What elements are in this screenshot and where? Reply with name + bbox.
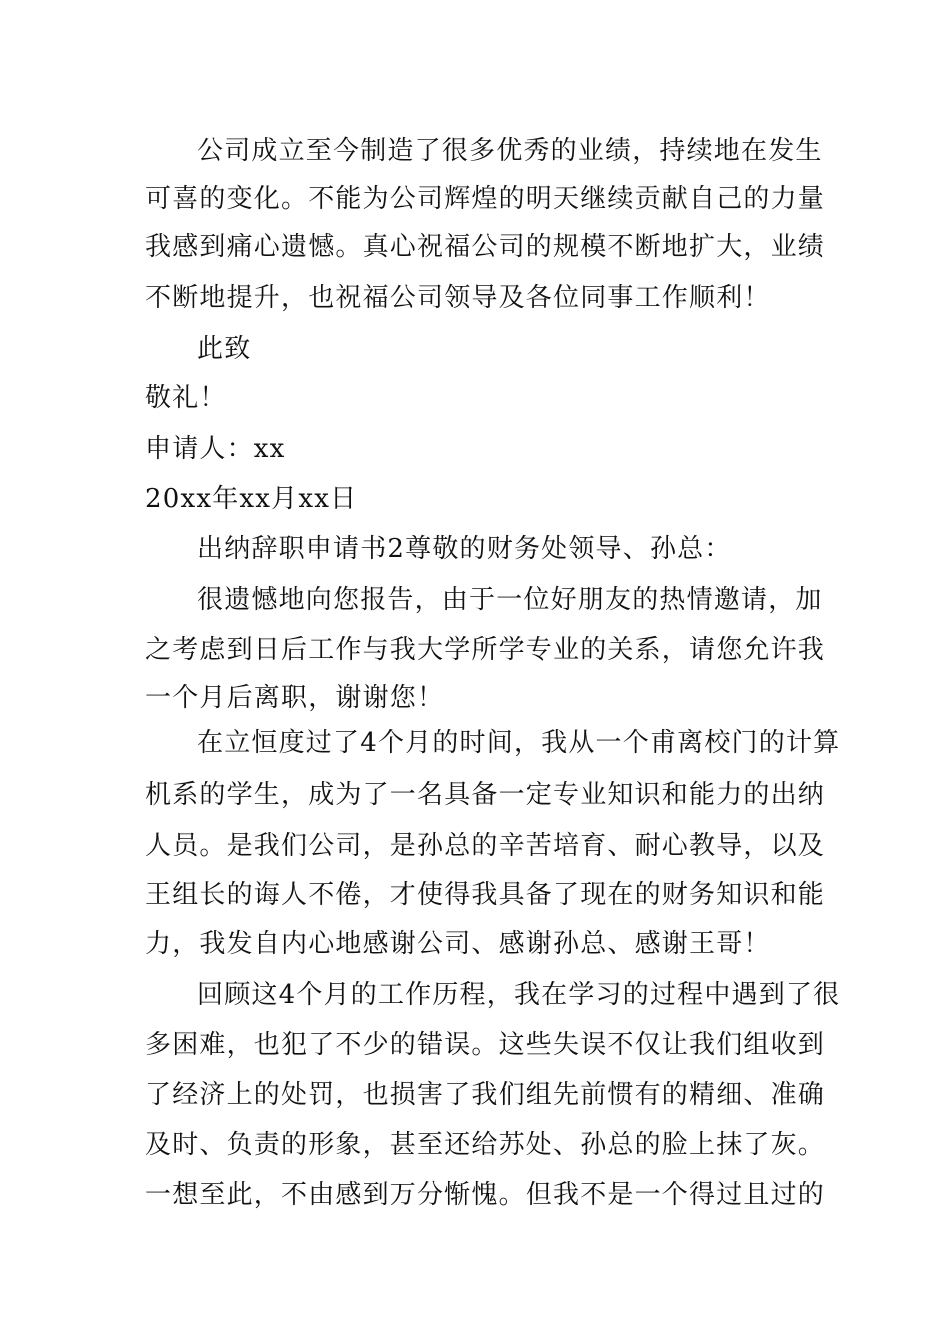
text-line: 回顾这4个月的工作历程，我在学习的过程中遇到了很 bbox=[197, 980, 841, 1010]
text-line: 多困难，也犯了不少的错误。这些失误不仅让我们组收到 bbox=[145, 1030, 826, 1060]
text-line: 力，我发自内心地感谢公司、感谢孙总、感谢王哥！ bbox=[145, 929, 771, 959]
text-line: 一个月后离职，谢谢您！ bbox=[145, 683, 445, 713]
text-line: 王组长的诲人不倦，才使得我具备了现在的财务知识和能 bbox=[145, 880, 826, 910]
text-line: 可喜的变化。不能为公司辉煌的明天继续贡献自己的力量 bbox=[145, 184, 826, 214]
text-line: 之考虑到日后工作与我大学所学专业的关系，请您允许我 bbox=[145, 635, 826, 665]
date-line: 20xx年xx月xx日 bbox=[145, 484, 358, 514]
applicant-line: 申请人：xx bbox=[145, 434, 286, 464]
closing-line: 敬礼！ bbox=[145, 383, 227, 413]
text-line: 及时、负责的形象，甚至还给苏处、孙总的脸上抹了灰。 bbox=[145, 1130, 826, 1160]
salutation-line: 此致 bbox=[197, 334, 252, 364]
text-line: 了经济上的处罚，也损害了我们组先前惯有的精细、准确 bbox=[145, 1080, 826, 1110]
text-line: 不断地提升，也祝福公司领导及各位同事工作顺利！ bbox=[145, 283, 771, 313]
text-line: 公司成立至今制造了很多优秀的业绩，持续地在发生 bbox=[197, 136, 823, 166]
text-line: 机系的学生，成为了一名具备一定专业知识和能力的出纳 bbox=[145, 780, 826, 810]
text-line: 人员。是我们公司，是孙总的辛苦培育、耐心教导，以及 bbox=[145, 831, 826, 861]
text-line: 很遗憾地向您报告，由于一位好朋友的热情邀请，加 bbox=[197, 585, 823, 615]
text-line: 我感到痛心遗憾。真心祝福公司的规模不断地扩大，业绩 bbox=[145, 232, 826, 262]
text-line: 一想至此，不由感到万分惭愧。但我不是一个得过且过的 bbox=[145, 1180, 826, 1210]
text-line: 在立恒度过了4个月的时间，我从一个甫离校门的计算 bbox=[197, 728, 841, 758]
heading-line: 出纳辞职申请书2尊敬的财务处领导、孙总： bbox=[197, 534, 732, 564]
